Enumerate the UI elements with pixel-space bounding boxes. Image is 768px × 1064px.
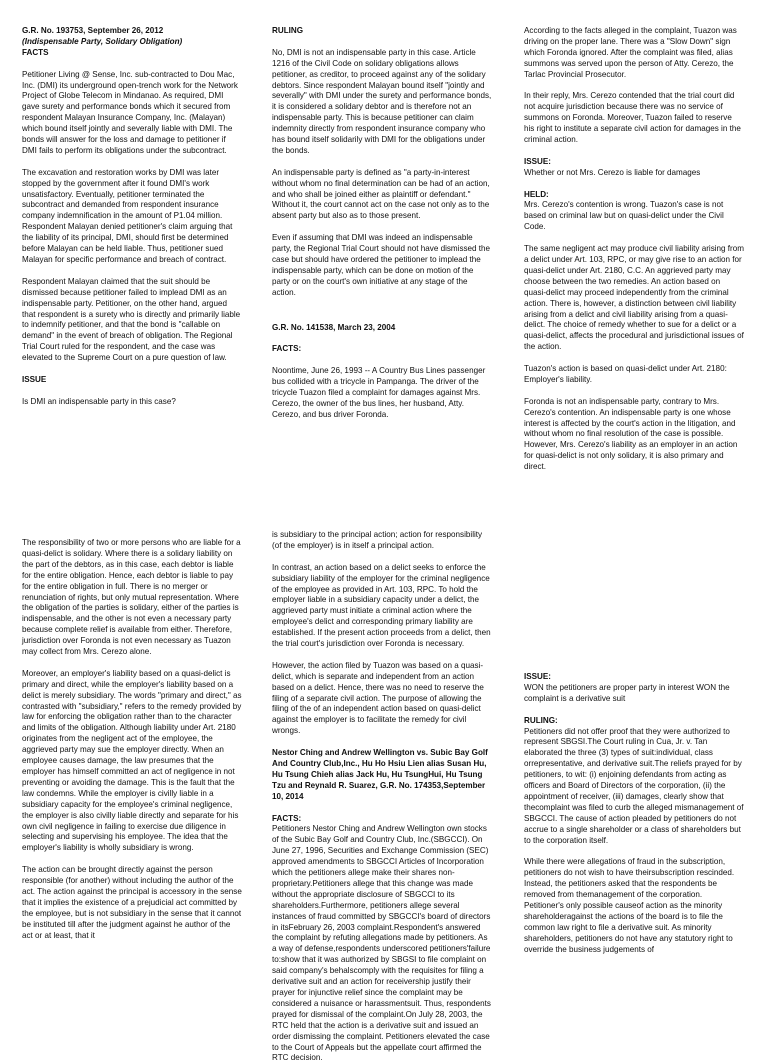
column-bottom-right [524,530,744,966]
paragraph: The responsibility of two or more persons who are liable for a quasi-delict is solidary. Where there is a solidary liability on the part of the debtors, as in this case, each debtor is liable for the entire obligation. Hence, each debtor is liable to pay for the entire obligation in full. There is no merger or renunciation of rights, but only mutual representation. Where the obligation of the parties is solidary, either of the parties is indispensable, and the other is not even a necessary party because complete relief is available from either. Therefore, jurisdiction over Foronda is not even necessary as Tuazon may collect from Mrs. Cerezo alone. [22,538,241,657]
paragraph: Petitioner Living @ Sense, Inc. sub-contracted to Dou Mac, Inc. (DMI) its underground open-trench work for the Network Project of Globe Telecom in Mindanao. As required, DMI gave surety and performance bonds which it secured from respondent Malayan Insurance Company, Inc. (Malayan) which bound itself jointly and severally liable with DMI. The bonds will answer for the loss and damage to petitioner if DMI fails to perform its obligations under the subcontract. [22,69,238,155]
paragraph: In contrast, an action based on a delict seeks to enforce the subsidiary liability of the employer for the criminal negligence of the employee as provided in Art. 103, RPC. To hold the employer liable in a subsidiary capacity under a delict, the aggrieved party must initiate a criminal action where the employee's delict and corresponding primary liability are established. If the present action proceeds from a delict, then the trial court's jurisdiction over Foronda is necessary. [272,562,491,649]
paragraph: Mrs. Cerezo's contention is wrong. Tuazon's case is not based on criminal law but on quasi-delict under the Civil Code. [524,200,724,232]
paragraph: While there were allegations of fraud in the subscription, petitioners do not wish to have theirsubscription rescinded. Instead, the petitioners asked that the respondents be removed from themanagement of the corporation. Petitioner's only possible causeof action as the minority shareholderagainst the actions of the board is to file the common law right to file a derivative suit. As minority shareholders, petitioners do not have any statutory right to override the business judgements of [524,857,735,954]
issue-heading: ISSUE [22,374,47,384]
paragraph: is subsidiary to the principal action; action for responsibility (of the employer) is in itself a principal action. [272,530,483,550]
ruling-heading: RULING: [524,715,558,725]
paragraph: The action can be brought directly against the person responsible (for another) without including the author of the act. The action against the principal is accessory in the sense that it implies the existence of a prejudicial act committed by the employee, but is not subsidiary in the sense that it cannot be instituted till after the judgment against he author of the act or at least, that it [22,865,242,940]
paragraph: Is DMI an indispensable party in this case? [22,396,176,406]
paragraph: Respondent Malayan claimed that the suit should be dismissed because petitioner failed to implead DMI as an indispensable party. Petitioner, on the other hand, argued that respondent is a surety who is directly and primarily liable to indemnify petitioner, and that the bond is "callable on demand" in the event of breach of obligation. The Regional Trial Court ruled for the respondent, and the case was elevated to the Supreme Court on a pure question of law. [22,276,241,363]
paragraph: Foronda is not an indispensable party, contrary to Mrs. Cerezo's contention. An indispensable party is one whose interest is affected by the court's action in the litigation, and without whom no final resolution of the case is possible. However, Mrs. Cerezo's liability as an employer in an action for quasi-delict is not only solidary, it is also primary and direct. [524,396,738,472]
case-title: Nestor Ching and Andrew Wellington vs. Subic Bay Golf And Country Club,Inc., Hu Ho Hsiu Lien alias Susan Hu, Hu Tsung Chieh alias Jack Hu, Hu TsungHui, Hu Tsung Tzu and Reynald R. Suarez, G.R. No. 174353,September 10, 2014 [272,748,488,801]
ruling-heading: RULING [272,26,304,35]
paragraph: The same negligent act may produce civil liability arising from a delict under Art. 103, RPC, or may give rise to an action for quasi-delict under Art. 2180, C.C. An aggrieved party may choose between the two remedies. An action based on quasi-delict may proceed independently from the criminal action. There is, however, a distinction between civil liability arising from a delict and civil liability arising from a quasi-delict. The choice of remedy whether to sue for a delict or a quasi-delict, affects the procedural and jurisdictional issues of the action. [524,244,744,352]
paragraph: According to the facts alleged in the complaint, Tuazon was driving on the proper lane. There was a "Slow Down" sign which Foronda ignored. After the complaint was filed, alias summons was served upon the person of Atty. Cerezo, the Tarlac Provincial Prosecutor. [524,26,737,79]
paragraph: In their reply, Mrs. Cerezo contended that the trial court did not acquire jurisdiction because there was no service of summons on Foronda. Moreover, Tuazon failed to reserve his right to institute a separate civil action for damages in the criminal action. [524,91,741,145]
facts-heading: FACTS [22,47,49,57]
column-bottom-left [22,538,242,952]
paragraph: An indispensable party is defined as "a party-in-interest without whom no final determination can be had of an action, and who shall be joined either as plaintiff or defendant." Without it, the court cannot act on the case not only as to the absent party but also as to those present. [272,167,490,221]
facts-heading: FACTS: [272,344,302,354]
column-top-right [524,26,744,484]
column-bottom-middle [272,530,492,1063]
paragraph: Even if assuming that DMI was indeed an indispensable party, the Regional Trial Court should not have dismissed the case but should have ordered the petitioner to implead the indispensable party, which can be done on motion of the party or on the court's own initiative at any stage of the action. [272,233,491,297]
paragraph: Noontime, June 26, 1993 -- A Country Bus Lines passenger bus collided with a tricycle in Pampanga. The driver of the tricycle Tuazon filed a complaint for damages against Mrs. Cerezo, the owner of the bus lines, her husband, Atty. Cerezo, and bus driver Foronda. [272,366,486,419]
issue-heading: ISSUE: [524,672,551,681]
paragraph: The excavation and restoration works by DMI was later stopped by the government after it found DMI's work unsatisfactory. Eventually, petitioner terminated the subcontract and demanded from respondent insurance company indemnification in the amount of P1.04 million. Respondent Malayan denied petitioner's claim arguing that the liability of its principal, DMI, should first be determined before Malayan can be held liable. Thus, petitioner sued Malayan for specific performance and breach of contract. [22,167,233,264]
case-citation: G.R. No. 193753, September 26, 2012 [22,26,164,35]
paragraph: Whether or not Mrs. Cerezo is liable for damages [524,167,701,177]
paragraph: Moreover, an employer's liability based on a quasi-delict is primary and direct, while the employer's liability based on a delict is merely subsidiary. The words "primary and direct," as contrasted with "subsidiary," refers to the remedy provided by law for enforcing the obligation rather than to the character and limits of the obligation. Although liability under Art. 2180 originates from the negligent act of the employee, the aggrieved party may sue the employer directly. When an employee causes damage, the law presumes that the employer has himself committed an act of negligence in not preventing or avoiding the damage. This is the fault that the law condemns. While the employer is civilly liable in a subsidiary capacity for the employee's criminal negligence, the employer is also civilly liable directly and separate for his own civil negligence in failing to exercise due diligence in selecting and supervising his employee. The idea that the employer's liability is wholly subsidiary is wrong. [22,668,242,853]
held-heading: HELD: [524,189,549,199]
paragraph: Petitioners did not offer proof that they were authorized to represent SBGSI.The Court ruling in Cua, Jr. v. Tan elaborated the three (3) types of suit:individual, class orrepresentative, and derivative suit.The reliefs prayed for by petitioners, to wit: (i) enjoining defendants from acting as officers and Board of Directors of the corporation, (ii) the appointment of receiver, (iii) damages, clearly show that thecomplaint was filed to curb the alleged mismanagement of SBGCCI. The cause of action pleaded by petitioners do not accrue to a single shareholder or a class of shareholders but to the corporation itself. [524,726,744,845]
facts-heading: FACTS: [272,813,302,823]
column-top-left [22,26,242,419]
paragraph: No, DMI is not an indispensable party in this case. Article 1216 of the Civil Code on solidary obligations allows petitioner, as creditor, to proceed against any of the solidary debtors. Since respondent Malayan bound itself "jointly and severally" with DMI under the surety and performance bonds, it is considered a solidary debtor and is therefore not an indispensable party. This is because petitioner can claim indemnity directly from respondent insurance company who has bound itself solidarily with DMI for the obligations under the bonds. [272,47,492,155]
case-subtitle: (Indispensable Party, Solidary Obligation) [22,36,183,46]
column-top-middle [272,26,492,432]
case-citation: G.R. No. 141538, March 23, 2004 [272,322,396,332]
issue-heading: ISSUE: [524,156,551,166]
paragraph: WON the petitioners are proper party in interest WON the complaint is a derivative suit [524,682,730,703]
paragraph: Tuazon's action is based on quasi-delict under Art. 2180: Employer's liability. [524,364,727,384]
paragraph: However, the action filed by Tuazon was based on a quasi-delict, which is separate and independent from an action based on a delict. Hence, there was no need to reserve the filing of a separate civil action. The purpose of allowing the filing of the of an independent action based on quasi-delict against the employer is to facilitate the remedy for civil wrongs. [272,660,484,736]
paragraph: Petitioners Nestor Ching and Andrew Wellington own stocks of the Subic Bay Golf and Country Club, Inc.(SBGCCI). On June 27, 1996, Securities and Exchange Commission (SEC) approved amendments to SBGCCI Articles of Incorporation which the petitioners allege make their shares non-proprietary.Petitioners allege that this change was made without the appropriate disclosure of SBGCCI to its shareholders.Furthermore, petitioners allege several instances of fraud committed by SBGCCI's board of directors in itsFebruary 26, 2003 complaint.Respondent's answered the complaint by refuting allegations made by petitioners. As a way of defense,respondents underscored petitioners'failure to:show that it was authorized by SBGSI to file complaint on said company's behalscomply with the requisites for filing a derivative suit and an action for receivership justify their prayer for injunctive relief since the complaint may be considered a nuisance or harassmentsuit. Thus, respondents prayed for dismissal of the complaint.On July 28, 2003, the RTC held that the action is a derivative suit and issued an order dismissing the complaint. Petitioners elevated the case to the Court of Appeals but the appellate court affirmed the RTC decision. [272,824,491,1063]
